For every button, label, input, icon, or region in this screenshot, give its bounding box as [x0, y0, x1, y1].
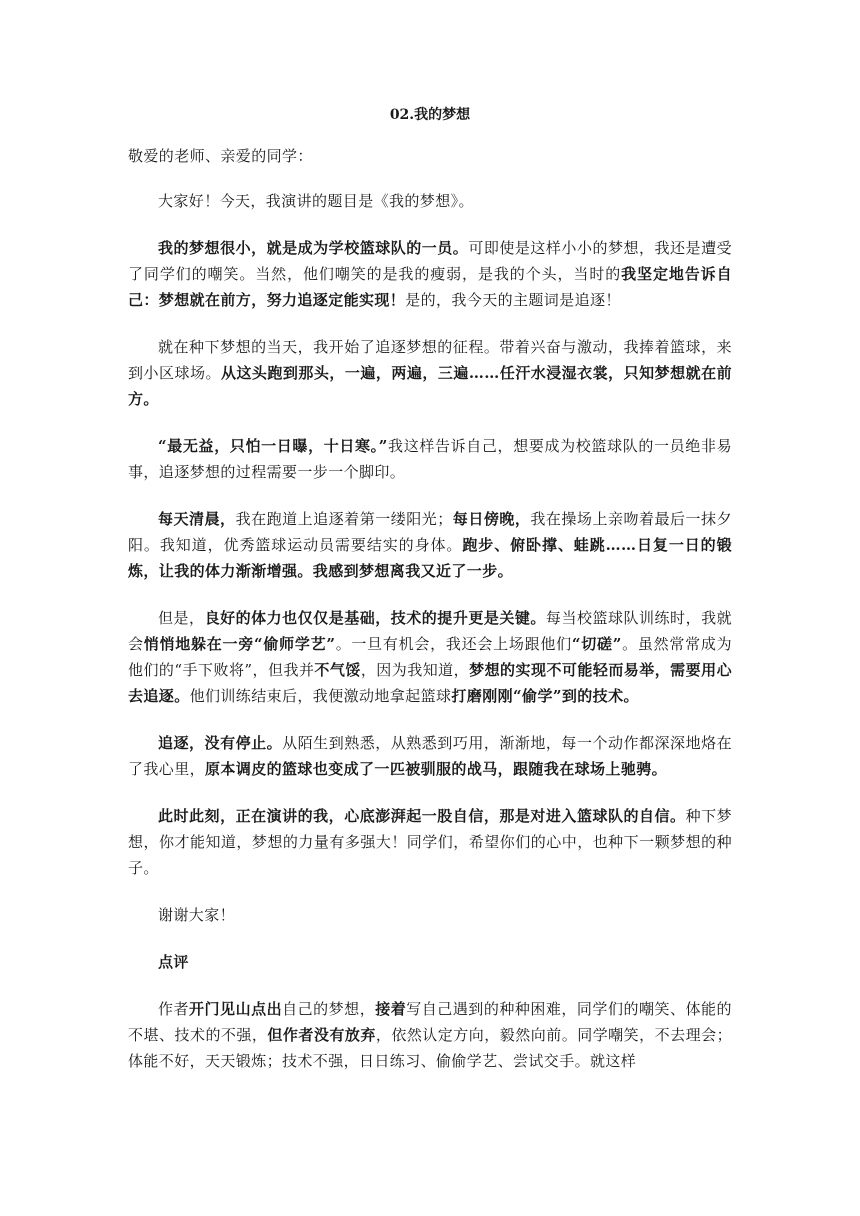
text-run: ，依然认定方向，毅然向前。同学嘲笑，不去理会；体能不好，天天锻炼；技术不强，日日练习、偷偷学艺、尝试交手。就这样 [128, 1026, 733, 1070]
text-run: 我在跑道上追逐着第一缕阳光； [235, 510, 453, 528]
paragraph-4 [128, 433, 732, 485]
text-run: 是的，我今天的主题词是追逐！ [405, 291, 621, 309]
text-run: 他们训练结束后，我便激动地拿起篮球 [189, 687, 452, 705]
text-run: 我在操场上亲吻着最后一抹夕阳。我知道，优秀篮球运动员需要结实的身体。 [128, 510, 732, 554]
text-run: 从陌生到熟悉，从熟悉到巧用，渐渐地，每一个动作都深深地烙在了我心里， [128, 734, 733, 778]
bold-text: 每日傍晚， [452, 510, 531, 528]
bold-text: 我的梦想很小，就是成为学校篮球队的一员。 [158, 239, 469, 257]
bold-text: 梦想的实现不可能轻而易举，需要用心去追逐。 [128, 661, 732, 705]
text-run: 但是， [158, 609, 205, 627]
text-run: 就在种下梦想的当天，我开始了追逐梦想的征程。带着兴奋与激动，我捧着篮球，来到小区球场。 [128, 338, 732, 382]
bold-text: 不气馁 [314, 661, 361, 679]
bold-text: 但作者没有放弃 [267, 1026, 376, 1044]
salutation: 敬爱的老师、亲爱的同学： [128, 147, 313, 165]
bold-text: 追逐，没有停止。 [158, 734, 283, 752]
text-run: 。一旦有机会，我还会上场跟他们 [335, 635, 572, 653]
bold-text: 接着 [375, 1000, 407, 1018]
document-title: 02.我的梦想 [389, 107, 471, 123]
paragraph-8 [128, 803, 732, 881]
paragraph-6 [128, 605, 732, 709]
text-run: 写自己遇到的种种困难，同学们的嘲笑、体能的不堪、技术的不强， [128, 1000, 732, 1044]
bold-text: 点评 [158, 953, 189, 971]
paragraph-1 [128, 188, 732, 214]
text-run: 每当校篮球队训练时，我就会 [128, 609, 732, 653]
paragraph-11 [128, 996, 732, 1074]
text-run: 可即使是这样小小的梦想，我还是遭受了同学们的嘲笑。当然，他们嘲笑的是我的瘦弱，是我的个头，当时的 [128, 239, 732, 283]
bold-text: 每天清晨， [158, 510, 236, 528]
text-run: 。虽然常常成为他们的“手下败将”，但我并 [128, 635, 732, 679]
bold-text: 跑步、俯卧撑、蛙跳……日复一日的锻炼，让我的体力渐渐增强。我感到梦想离我又近了一步。 [128, 536, 732, 580]
bold-text: 我坚定地告诉自己：梦想就在前方，努力追逐定能实现！ [128, 265, 732, 309]
text-run: 大家好！今天，我演讲的题目是《我的梦想》。 [158, 192, 474, 210]
bold-text: 此时此刻，正在演讲的我，心底澎湃起一股自信，那是对进入篮球队的自信。 [158, 807, 686, 825]
text-run: 种下梦想，你才能知道，梦想的力量有多强大！同学们，希望你们的心中，也种下一颗梦想的种子。 [128, 807, 732, 877]
paragraph-7 [128, 730, 732, 782]
text-run: ，因为我知道， [360, 661, 470, 679]
bold-text: 原本调皮的篮球也变成了一匹被驯服的战马，跟随我在球场上驰骋。 [205, 760, 668, 778]
bold-text: “切磋” [571, 635, 622, 653]
paragraph-5 [128, 506, 732, 584]
text-run: 谢谢大家！ [158, 906, 236, 924]
bold-text: “最无益，只怕一日曝，十日寒。” [158, 437, 388, 455]
paragraph-10 [128, 949, 732, 975]
paragraph-9 [128, 902, 732, 928]
bold-text: 开门见山点出 [189, 1000, 283, 1018]
text-run: 作者 [158, 1000, 190, 1018]
bold-text: 从这头跑到那头，一遍，两遍，三遍……任汗水浸湿衣裳，只知梦想就在前方。 [128, 364, 732, 408]
speech-body [128, 188, 732, 1074]
bold-text: 悄悄地躲在一旁“偷师学艺” [143, 635, 336, 653]
paragraph-3 [128, 334, 732, 412]
text-run: 自己的梦想， [282, 1000, 376, 1018]
paragraph-2 [128, 235, 732, 313]
text-run: 我这样告诉自己，想要成为校篮球队的一员绝非易事，追逐梦想的过程需要一步一个脚印。 [128, 437, 732, 481]
bold-text: 打磨刚刚“偷学”到的技术。 [451, 687, 639, 705]
bold-text: 良好的体力也仅仅是基础，技术的提升更是关键。 [204, 609, 546, 627]
